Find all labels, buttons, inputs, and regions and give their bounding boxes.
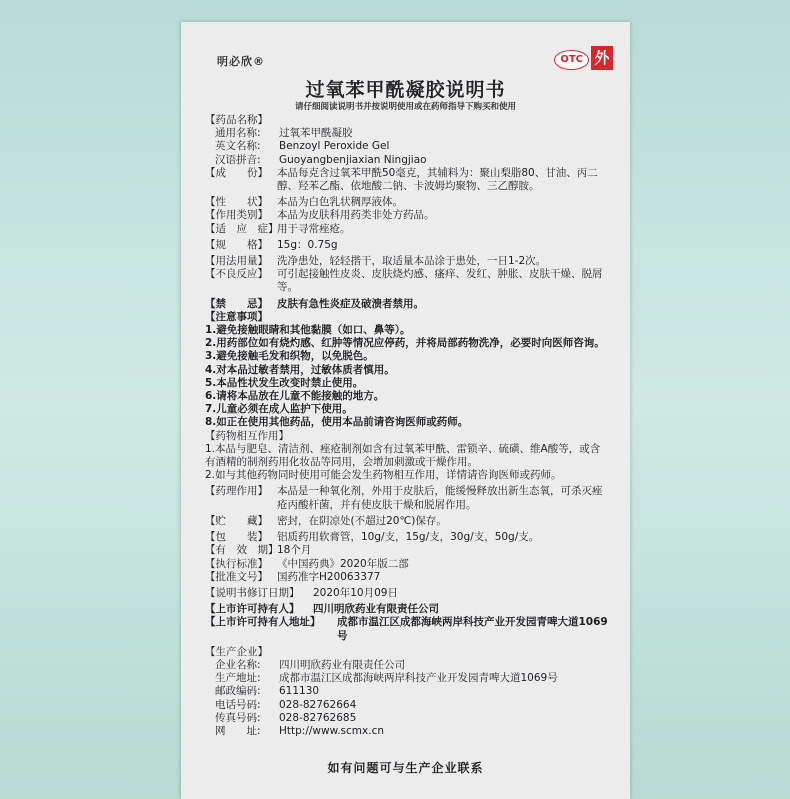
- row-adverse: 【不良反应】 可引起接触性皮炎、皮肤烧灼感、瘙痒、发红、肿胀、皮肤干燥、脱屑等。: [205, 268, 603, 294]
- note-item: 7.儿童必须在成人监护下使用。: [205, 403, 353, 416]
- page-subtitle: 请仔细阅读说明书并按说明使用或在药师指导下购买和使用: [294, 102, 516, 112]
- section-header-notes: 【注意事项】: [205, 310, 268, 323]
- row-character: 【性 状】 本品为白色乳状稠厚液体。: [205, 196, 403, 209]
- row-ingredients: 【成 份】 本品每克含过氧苯甲酰50毫克，其辅料为：聚山梨脂80、甘油、丙二醇、羟苯乙酯、依地酸二钠、卡波姆均聚物、三乙醇胺。: [205, 166, 598, 193]
- row-license-holder-address: 【上市许可持有人地址】 成都市温江区成都海峡两岸科技产业开发园青啤大道1069号: [205, 616, 608, 642]
- row-license-holder: 【上市许可持有人】 四川明欣药业有限责任公司: [205, 603, 439, 616]
- note-item: 3.避免接触毛发和织物，以免脱色。: [205, 350, 374, 363]
- row-validity: 【有 效 期】 18个月: [205, 544, 312, 557]
- row-zip: 邮政编码: 611130: [215, 685, 320, 698]
- section-header-interactions: 【药物相互作用】: [205, 429, 289, 442]
- note-item: 2.用药部位如有烧灼感、红肿等情况应停药，并将局部药物洗净，必要时向医师咨询。: [205, 337, 605, 350]
- leaflet-body: [205, 114, 610, 738]
- note-item: 4.对本品过敏者禁用，过敏体质者慎用。: [205, 363, 395, 376]
- section-header-name: 【药品名称】: [205, 114, 268, 126]
- row-approval: 【批准文号】 国药准字H20063377: [205, 570, 381, 583]
- brand-logo: 明必欣®: [217, 55, 265, 68]
- row-category: 【作用类别】 本品为皮肤科用药类非处方药品。: [205, 209, 435, 222]
- row-fax: 传真号码: 028-82762685: [215, 711, 357, 724]
- row-english-name: 英文名称: Benzoyl Peroxide Gel: [215, 140, 390, 153]
- leaflet-page: [181, 22, 630, 799]
- row-contraindication: 【禁 忌】 皮肤有急性炎症及破溃者禁用。: [205, 297, 424, 310]
- row-common-name: 通用名称: 过氧苯甲酰凝胶: [215, 127, 353, 140]
- row-standard: 【执行标准】 《中国药典》2020年版二部: [205, 557, 409, 570]
- note-item: 5.本品性状发生改变时禁止使用。: [205, 376, 364, 389]
- otc-badge: OTC: [554, 50, 589, 70]
- row-website: 网 址: Http://www.scmx.cn: [215, 724, 384, 737]
- row-address: 生产地址: 成都市温江区成都海峡两岸科技产业开发园青啤大道1069号: [215, 672, 558, 685]
- row-storage: 【贮 藏】 密封，在阴凉处(不超过20℃)保存。: [205, 514, 447, 527]
- section-header-manufacturer: 【生产企业】: [205, 645, 268, 658]
- footer-contact-note: 如有问题可与生产企业联系: [327, 761, 484, 775]
- interaction-item: 2.如与其他药物同时使用可能会发生药物相互作用，详情请咨询医师或药师。: [205, 469, 562, 482]
- row-pharmacology: 【药理作用】 本品是一种氧化剂，外用于皮肤后，能缓慢释放出新生态氧，可杀灭痤疮丙酸杆菌，并有使皮肤干燥和脱屑作用。: [205, 485, 603, 511]
- interaction-item: 1.本品与肥皂、清洁剂、痤疮制剂如含有过氧苯甲酰、雷锁辛、硫磺、维A酸等，或含有酒精的制剂药用化妆品等同用，会增加刺激或干燥作用。: [205, 442, 601, 469]
- row-indication: 【适 应 症】 用于寻常痤疮。: [205, 222, 351, 235]
- row-company: 企业名称: 四川明欣药业有限责任公司: [215, 658, 405, 671]
- row-spec: 【规 格】 15g：0.75g: [205, 238, 338, 251]
- page-title: 过氧苯甲酰凝胶说明书: [305, 79, 506, 101]
- row-pinyin: 汉语拼音: Guoyangbenjiaxian Ningjiao: [215, 153, 427, 166]
- row-package: 【包 装】 铝质药用软膏管，10g/支，15g/支，30g/支，50g/支。: [205, 531, 540, 544]
- row-usage: 【用法用量】 洗净患处，轻轻揩干，取适量本品涂于患处，一日1-2次。: [205, 255, 547, 268]
- row-phone: 电话号码: 028-82762664: [215, 698, 357, 711]
- note-item: 8.如正在使用其他药品，使用本品前请咨询医师或药师。: [205, 416, 469, 429]
- external-use-badge: 外: [591, 46, 613, 70]
- note-item: 6.请将本品放在儿童不能接触的地方。: [205, 390, 385, 403]
- row-revision-date: 【说明书修订日期】 2020年10月09日: [205, 586, 398, 599]
- note-item: 1.避免接触眼睛和其他黏膜（如口、鼻等）。: [205, 324, 411, 337]
